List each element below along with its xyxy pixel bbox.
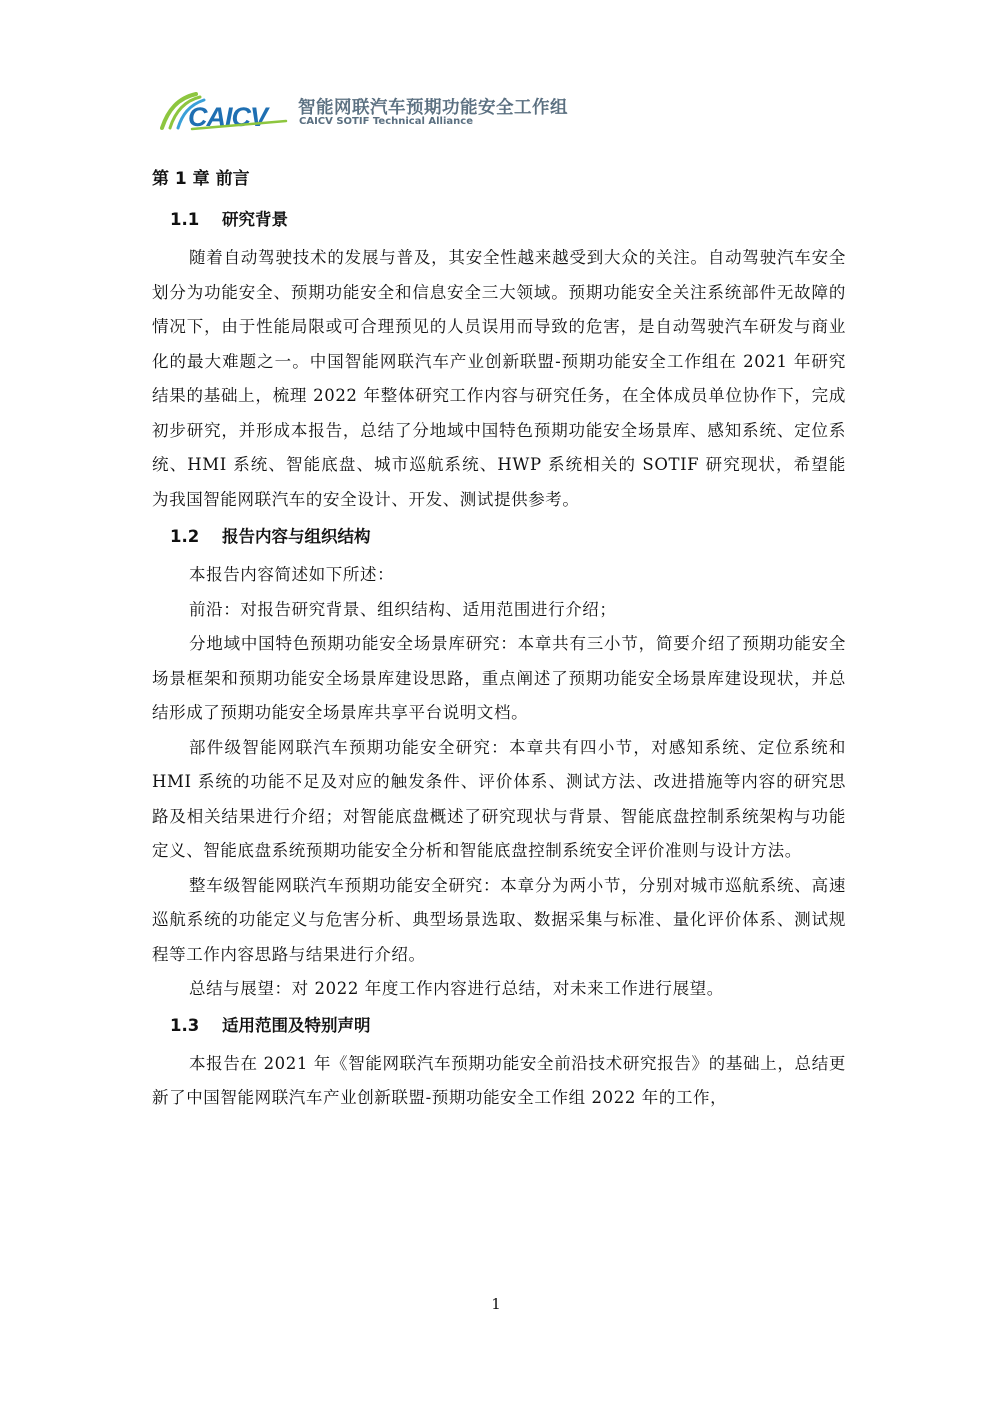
paragraph: 前沿：对报告研究背景、组织结构、适用范围进行介绍； (189, 599, 617, 619)
paragraph: 整车级智能网联汽车预期功能安全研究：本章分为两小节，分别对城市巡航系统、高速巡航系统的功能定义与危害分析、典型场景选取、数据采集与标准、量化评价体系、测试规程等工作内容思路与结果进行介绍。 (152, 875, 846, 964)
section-heading-1-2 (152, 520, 846, 554)
paragraph: 本报告内容简述如下所述： (189, 565, 395, 584)
paragraph: 部件级智能网联汽车预期功能安全研究：本章共有四小节，对感知系统、定位系统和 HMI 系统的功能不足及对应的触发条件、评价体系、测试方法、改进措施等内容的研究思路及相关结果进行介绍；对智能底盘概述了研究现状与背景、智能底盘控制系统架构与功能定义、智能底盘系统预期功能安全分析和智能底盘控制系统安全评价准则与设计方法。 (152, 737, 846, 860)
page-header (158, 88, 598, 132)
section-heading-1-1 (152, 203, 846, 237)
section-number: 1.3 (170, 1015, 200, 1035)
section-number: 1.2 (170, 527, 200, 546)
header-title-en: CAICV SOTIF Technical Alliance (299, 116, 473, 127)
section-heading-1-3 (152, 1009, 846, 1043)
svg-text:CAICV: CAICV (188, 102, 268, 132)
paragraph: 随着自动驾驶技术的发展与普及，其安全性越来越受到大众的关注。自动驾驶汽车安全划分为功能安全、预期功能安全和信息安全三大领域。预期功能安全关注系统部件无故障的情况下，由于性能局限或可合理预见的人员误用而导致的危害，是自动驾驶汽车研发与商业化的最大难题之一。中国智能网联汽车产业创新联盟-预期功能安全工作组在 2021 年研究结果的基础上，梳理 2022 年整体研究工作内容与研究任务，在全体成员单位协作下，完成初步研究，并形成本报告，总结了分地域中国特色预期功能安全场景库、感知系统、定位系统、HMI 系统、智能底盘、城市巡航系统、HWP 系统相关的 SOTIF 研究现状，希望能为我国智能网联汽车的安全设计、开发、测试提供参考。 (152, 248, 846, 509)
section-title: 研究背景 (222, 210, 288, 229)
header-title-cn: 智能网联汽车预期功能安全工作组 (298, 98, 568, 118)
chapter-title: 第 1 章 前言 (152, 169, 250, 189)
paragraph: 总结与展望：对 2022 年度工作内容进行总结，对未来工作进行展望。 (189, 979, 724, 998)
section-title: 报告内容与组织结构 (222, 527, 371, 546)
paragraph: 本报告在 2021 年《智能网联汽车预期功能安全前沿技术研究报告》的基础上，总结更新了中国智能网联汽车产业创新联盟-预期功能安全工作组 2022 年的工作， (152, 1053, 846, 1107)
paragraph: 分地域中国特色预期功能安全场景库研究：本章共有三小节，简要介绍了预期功能安全场景框架和预期功能安全场景库建设思路，重点阐述了预期功能安全场景库建设现状，并总结形成了预期功能安全场景库共享平台说明文档。 (152, 634, 846, 722)
section-number: 1.1 (170, 210, 200, 229)
page-number: 1 (491, 1295, 501, 1313)
section-title: 适用范围及特别声明 (222, 1015, 371, 1035)
caicv-logo-icon (158, 88, 290, 132)
document-body (152, 163, 846, 1116)
